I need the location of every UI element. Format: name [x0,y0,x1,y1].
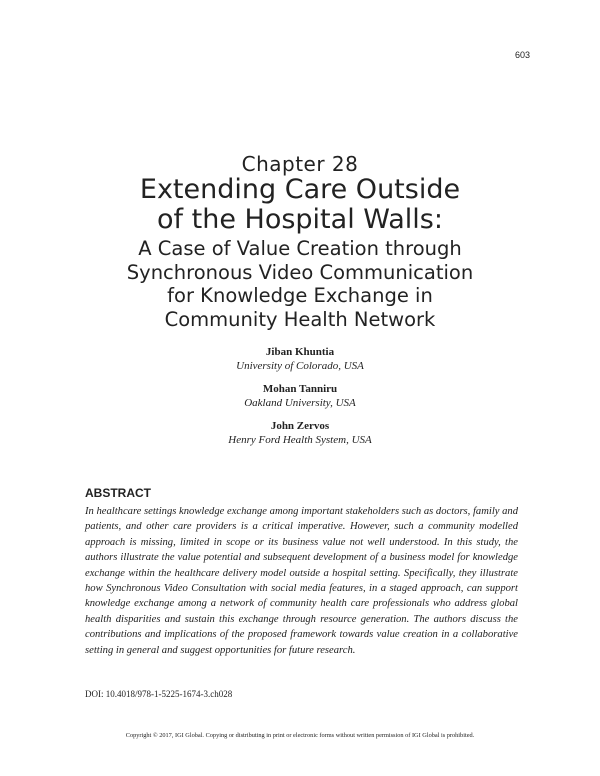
abstract-text: In healthcare settings knowledge exchange among important stakeholders such as doctors, family and patients, and other care providers is a critical imperative. However, such a community modelled approach is missing, limited in scope or its business value not well understood. In this study, the authors illustrate the value potential and subsequent development of a business model for knowledge exchange within the healthcare delivery model outside a hospital setting. Specifically, they illustrate how Synchronous Video Consultation with social media features, in a staged approach, can support knowledge exchange among a network of community health care professionals who address global health disparities and sustain this exchange through resource generation. The authors discuss the contributions and implications of the proposed framework towards value creation in a collaborative setting in general and suggest opportunities for future research. [85,506,518,656]
chapter-label: Chapter 28 [241,152,359,176]
chapter-subtitle [0,237,600,331]
chapter-title [0,175,600,235]
subtitle-line: for Knowledge Exchange in [167,284,433,307]
subtitle-line: Community Health Network [164,307,436,331]
author-affiliation: Henry Ford Health System, USA [228,434,372,446]
page-number: 603 [514,50,530,60]
author-affiliation: University of Colorado, USA [236,360,364,372]
title-line: Extending Care Outside [139,174,461,205]
author-affiliation: Oakland University, USA [244,397,356,409]
author-name: Mohan Tanniru [262,383,338,395]
copyright-notice: Copyright © 2017, IGI Global. Copying or distributing in print or electronic forms without written permission of IGI Global is prohibited. [125,732,475,739]
author-name: John Zervos [270,420,330,432]
abstract-heading: ABSTRACT [85,486,151,500]
subtitle-line: Synchronous Video Communication [126,260,474,284]
title-line: of the Hospital Walls: [157,204,443,235]
doi: DOI: 10.4018/978-1-5225-1674-3.ch028 [85,689,233,699]
author-name: Jiban Khuntia [265,346,335,358]
subtitle-line: A Case of Value Creation through [138,237,462,260]
